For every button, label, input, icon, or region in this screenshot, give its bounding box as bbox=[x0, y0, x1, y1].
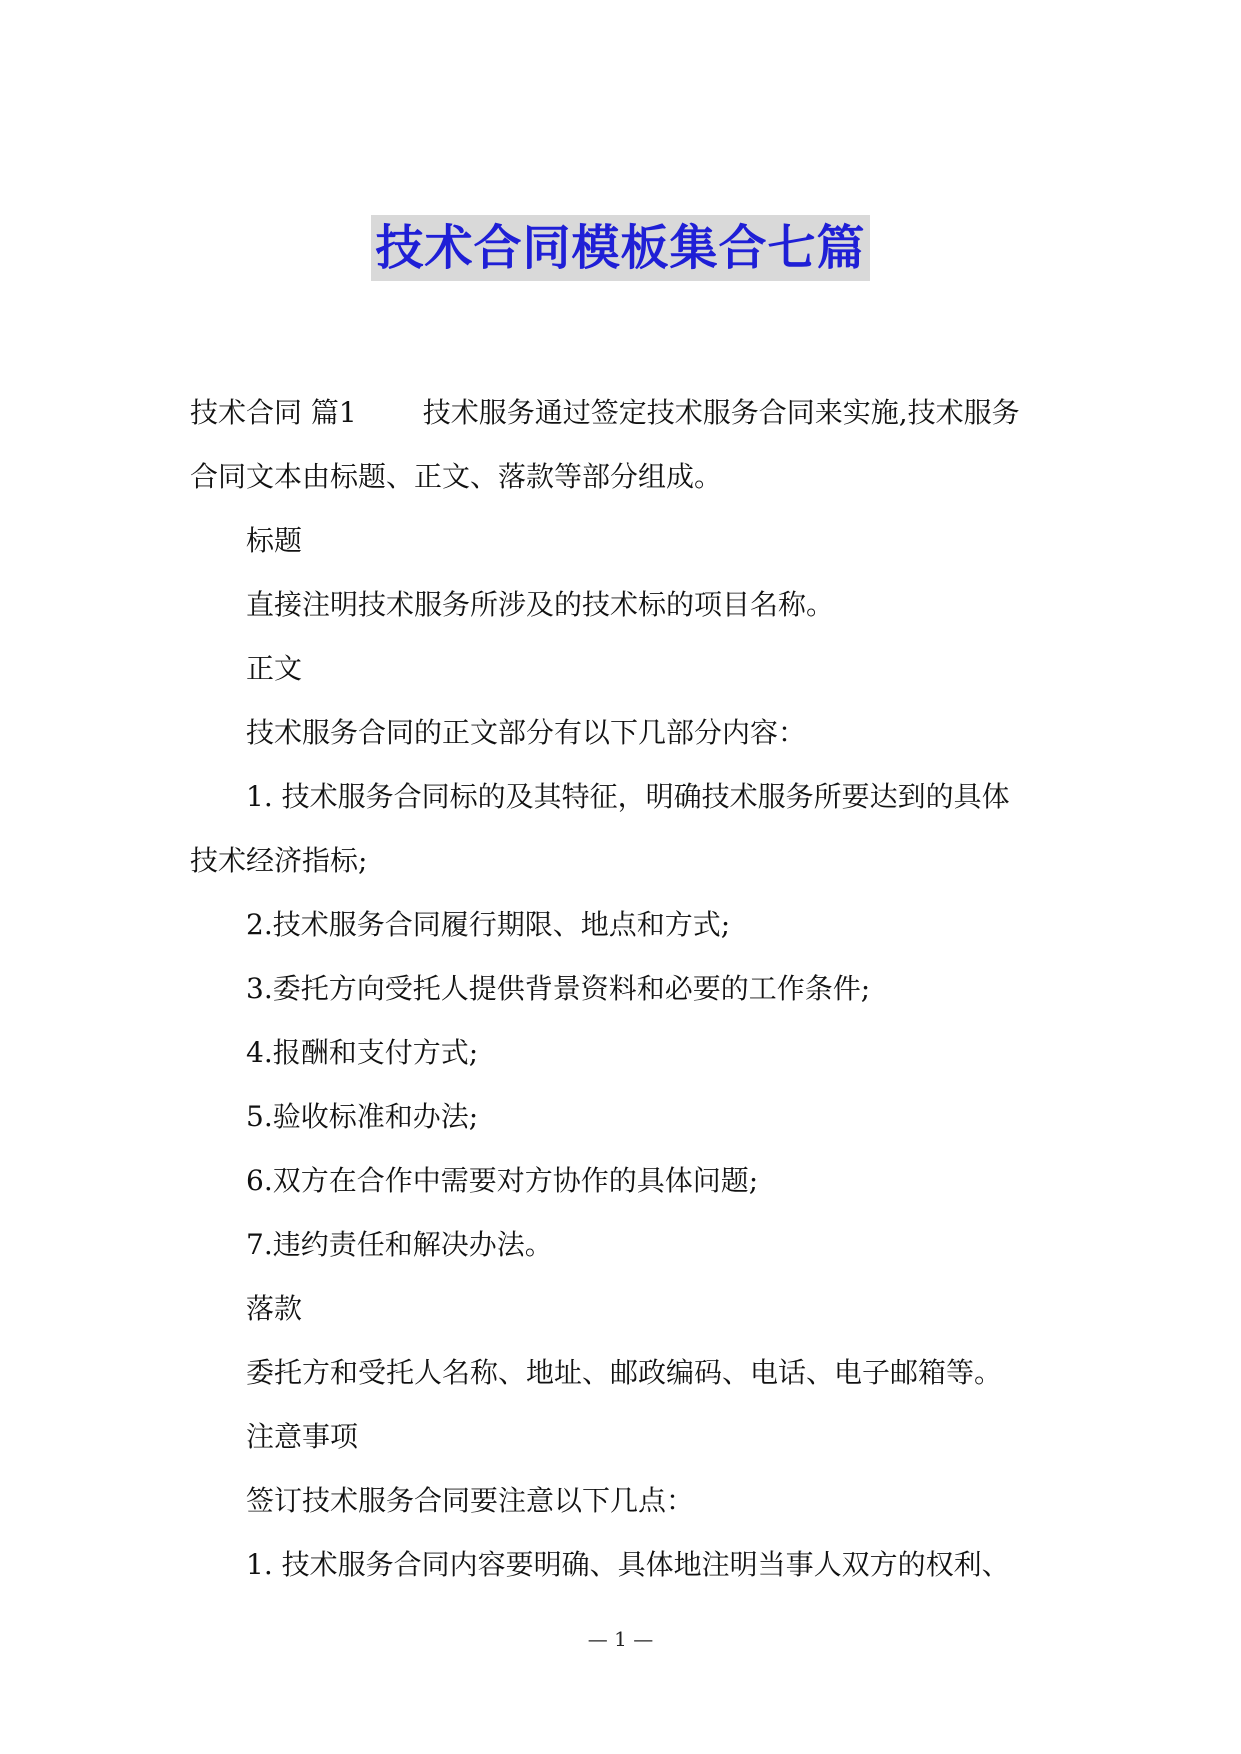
paragraph-title-desc: 直接注明技术服务所涉及的技术标的项目名称。 bbox=[246, 588, 835, 621]
section-heading-signature: 落款 bbox=[246, 1292, 303, 1325]
list-item-3: 3.委托方向受托人提供背景资料和必要的工作条件; bbox=[246, 972, 871, 1005]
document-title: 技术合同模板集合七篇 bbox=[371, 215, 869, 281]
intro-label: 技术合同 篇1 bbox=[190, 396, 357, 429]
section-heading-notes: 注意事项 bbox=[246, 1420, 359, 1453]
notes-item-1: 1. 技术服务合同内容要明确、具体地注明当事人双方的权利、 bbox=[246, 1548, 1010, 1581]
list-item-1 bbox=[190, 765, 1052, 893]
paragraph-signature-desc: 委托方和受托人名称、地址、邮政编码、电话、电子邮箱等。 bbox=[246, 1356, 1003, 1389]
list-item-4: 4.报酬和支付方式; bbox=[246, 1036, 479, 1069]
list-item-5: 5.验收标准和办法; bbox=[246, 1100, 479, 1133]
section-heading-body: 正文 bbox=[246, 652, 303, 685]
section-heading-title: 标题 bbox=[246, 524, 303, 557]
page-number: — 1 — bbox=[587, 1627, 654, 1651]
intro-line-2: 合同文本由标题、正文、落款等部分组成。 bbox=[190, 460, 723, 493]
list-item-2: 2.技术服务合同履行期限、地点和方式; bbox=[246, 908, 731, 941]
list-item-1-line-1: 1. 技术服务合同标的及其特征，明确技术服务所要达到的具体 bbox=[246, 780, 1010, 813]
document-title-container bbox=[0, 215, 1241, 281]
intro-line-1: 技术服务通过签定技术服务合同来实施,技术服务 bbox=[422, 396, 1020, 429]
list-item-7: 7.违约责任和解决办法。 bbox=[246, 1228, 553, 1261]
paragraph-notes-intro: 签订技术服务合同要注意以下几点： bbox=[246, 1484, 695, 1517]
paragraph-body-intro: 技术服务合同的正文部分有以下几部分内容： bbox=[246, 716, 807, 749]
list-item-6: 6.双方在合作中需要对方协作的具体问题; bbox=[246, 1164, 759, 1197]
intro-paragraph bbox=[190, 381, 1052, 509]
document-body bbox=[190, 381, 1052, 1597]
list-item-1-line-2: 技术经济指标; bbox=[190, 844, 368, 877]
